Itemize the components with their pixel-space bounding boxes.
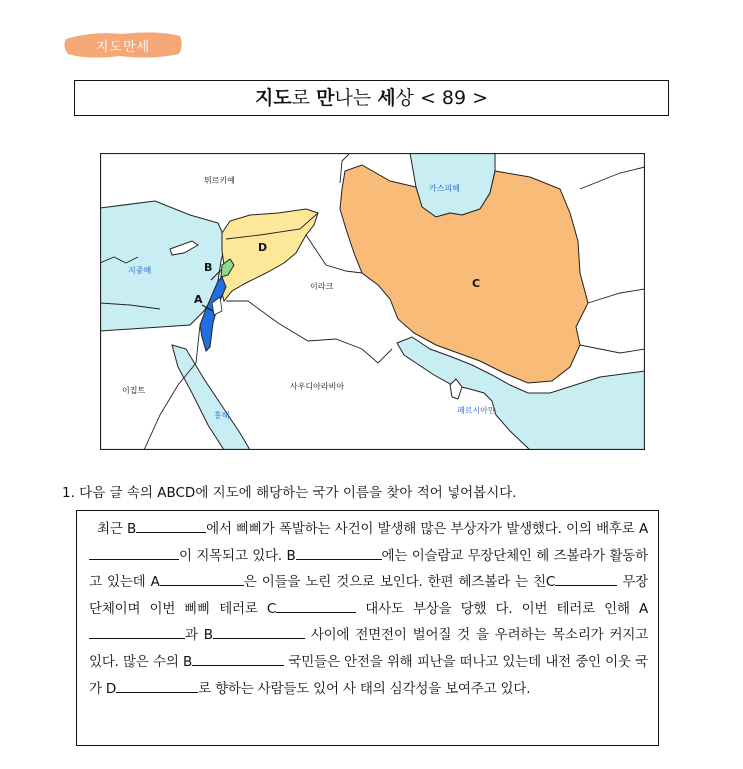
label-turkey: 튀르키예 (204, 176, 235, 185)
title-word-1-rest: 로 (291, 87, 311, 109)
page-title (74, 80, 669, 116)
blank-b-1[interactable] (136, 518, 206, 533)
passage-text-segment: 은 이들을 노린 것으로 보인다. 한편 헤즈볼라 (243, 574, 510, 591)
label-a: A (194, 293, 203, 306)
passage-text-segment: 사이에 전면전이 벌어질 것 (304, 627, 471, 644)
passage-text-segment: 태의 심각성을 보여주고 있다. (359, 680, 531, 697)
label-caspian: 카스피해 (429, 184, 460, 193)
title-word-3-rest: 상 (395, 87, 414, 109)
label-mediterranean: 지중해 (128, 266, 152, 275)
passage-text-segment: 에는 이슬람교 무장단체인 헤 (381, 547, 550, 564)
passage-text-segment: 이 지목되고 있다. B (179, 547, 296, 564)
episode-number: < 89 > (419, 87, 489, 109)
title-word-2-rest: 나는 (334, 87, 372, 109)
label-iraq: 이라크 (310, 282, 334, 291)
label-c: C (472, 277, 481, 290)
blank-c-2[interactable] (276, 598, 356, 613)
blank-a-1[interactable] (89, 545, 179, 560)
blank-b-2[interactable] (296, 545, 382, 560)
label-persian-gulf: 페르시아만 (457, 406, 496, 415)
passage-text-segment: 과 B (185, 627, 213, 644)
passage-text-segment: 로 향하는 사람들도 있어 사 (198, 680, 356, 697)
passage-text-segment: 무장단체이며 이번 삐삐 테러로 C (89, 574, 648, 617)
category-tag-label: 지도만세 (95, 40, 151, 55)
passage-text-segment: 피난을 떠나고 있는데 내전 중인 이웃 국가 D (89, 653, 648, 697)
label-egypt: 이집트 (122, 386, 146, 395)
passage-box (76, 510, 659, 746)
passage-text-segment: 는 친C (515, 574, 556, 591)
middle-east-map (100, 153, 645, 450)
blank-a-2[interactable] (160, 571, 244, 586)
title-word-3-bold: 세 (377, 87, 396, 109)
title-word-2-bold: 만 (316, 87, 335, 109)
passage-text-segment: 을 우려하는 목소리가 커지고 있다. 많은 수의 B (89, 627, 649, 670)
label-red-sea: 홍해 (214, 411, 230, 420)
passage-text (89, 516, 648, 702)
passage-text-segment: 대사도 부상을 당했 (356, 600, 487, 617)
passage-text-segment: 최근 B (97, 521, 137, 537)
label-b: B (204, 261, 213, 274)
passage-text-segment: 다. 이번 테러로 인해 A (495, 600, 649, 617)
blank-b-4[interactable] (192, 651, 284, 666)
blank-a-3[interactable] (89, 624, 185, 639)
label-saudi: 사우디아라비아 (290, 382, 345, 391)
category-tag (62, 30, 184, 60)
blank-b-3[interactable] (213, 624, 305, 639)
label-d: D (258, 241, 268, 254)
title-word-1-bold: 지도 (254, 87, 292, 109)
blank-c-1[interactable] (555, 571, 617, 586)
passage-text-segment: 국민들은 안전을 위해 (284, 653, 413, 670)
passage-text-segment: 즈볼라가 활동하고 있는데 A (89, 547, 648, 591)
passage-text-segment: 에서 삐삐가 폭발하는 사건이 발생해 많은 부상자가 발생했다. 이의 (206, 521, 592, 537)
question-1: 1. 다음 글 속의 ABCD에 지도에 해당하는 국가 이름을 찾아 적어 넣어봅시다. (62, 485, 517, 501)
passage-text-segment: 배후로 A (596, 521, 649, 537)
blank-d-1[interactable] (116, 678, 198, 693)
